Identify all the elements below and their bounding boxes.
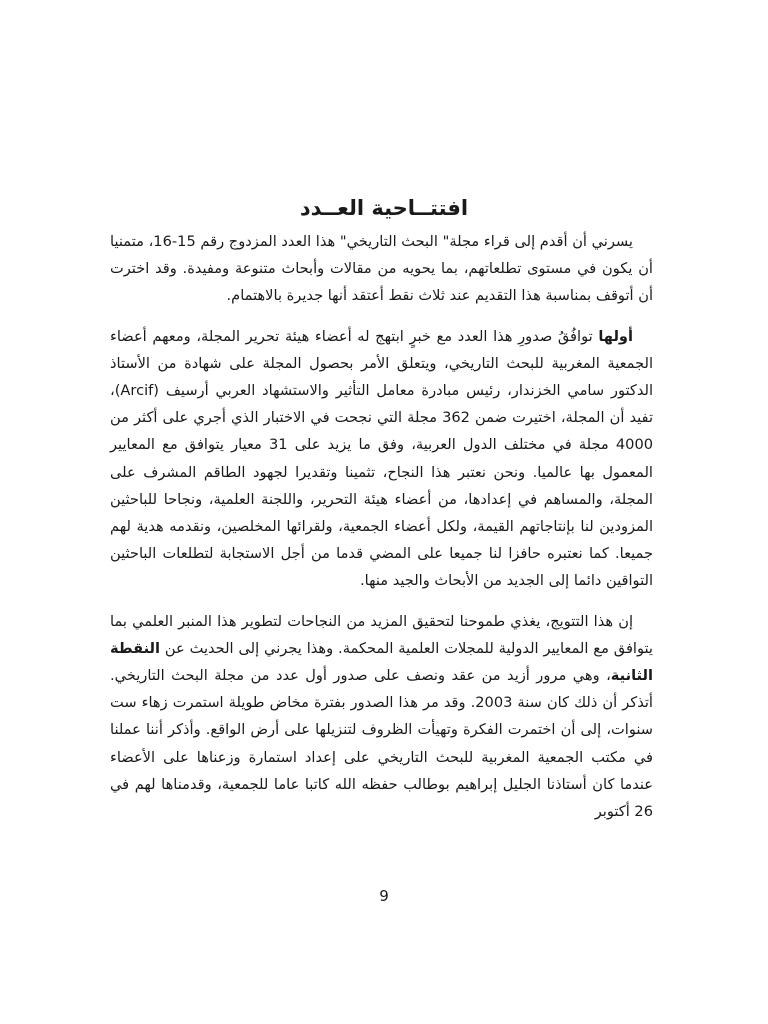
paragraph-text: إن هذا التتويج، يغذي طموحنا لتحقيق المزيد من النجاحات لتطوير هذا المنبر العلمي بما يتوافق مع المعايير الدولية للمجلات العلمية المحكمة. وهذا يجرني إلى الحديث عن — [110, 612, 653, 657]
paragraph-emphasis: النقطة الثانية — [110, 639, 653, 685]
paragraph-second-point — [110, 608, 653, 826]
paragraph-text: ، وهي مرور أزيد من عقد ونصف على صدور أول عدد من مجلة البحث التاريخي. أتذكر أن ذلك كان سنة 2003. وقد مر هذا الصدور بفترة مخاض طويلة استمرت زهاء ست سنوات، إلى أن اختمرت الفكرة وتهيأت الظروف لتنزيلها على أرض الواقع. وأذكر أننا عملنا في مكتب الجمعية المغربية للبحث التاريخي على إعداد استمارة وزعناها على الأعضاء عندما كان أستاذنا الجليل إبراهيم بوطالب حفظه الله كاتبا عاما للجمعية، وقدمناها لهم في 26 أكتوبر — [110, 667, 653, 821]
paragraph-text: يسرني أن أقدم إلى قراء مجلة" البحث التاريخي" هذا العدد المزدوج رقم 15-16، متمنيا أن يكون في مستوى تطلعاتهم، بما يحويه من مقالات وأبحاث متنوعة ومفيدة. وقد اخترت أن أتوقف بمناسبة هذا التقديم عند ثلاث نقط أعتقد أنها جديرة بالاهتمام. — [110, 233, 653, 305]
body-text — [110, 228, 653, 838]
page-number: 9 — [379, 887, 389, 905]
paragraph-text: توافُقُ صدورِ هذا العدد مع خبرٍ ابتهج له أعضاء هيئة تحرير المجلة، ومعهم أعضاء الجمعية المغربية للبحث التاريخي، ويتعلق الأمر بحصول المجلة على شهادة من الأستاذ الدكتور سامي الخزندار، رئيس مبادرة معامل التأثير والاستشهاد العربي أرسيف (Arcif)، تفيد أن المجلة، اختيرت ضمن 362 مجلة التي نجحت في الاختبار الذي أجري على أكثر من 4000 مجلة في مختلف الدول العربية، وفق ما يزيد على 31 معيار يتوافق مع المعايير المعمول بها عالميا. ونحن نعتبر هذا النجاح، تثمينا وتقديرا لجهود الطاقم المشرف على المجلة، والمساهم في إعدادها، من أعضاء هيئة التحرير، واللجنة العلمية، ونجاحا للباحثين المزودين لنا بإنتاجاتهم القيمة، ولكل أعضاء الجمعية، ولقرائها المخلصين، ونقدمه هدية لهم جميعا. كما نعتبره حافزا لنا جميعا على المضي قدما من أجل الاستجابة لتطلعات الباحثين التواقين دائما إلى الجديد من الأبحاث والجيد منها. — [110, 327, 654, 590]
paragraph-first-point — [110, 323, 653, 595]
paragraph-intro — [110, 228, 653, 310]
page-title: افتتــاحية العــدد — [299, 196, 469, 221]
paragraph-lead: أولها — [598, 327, 633, 345]
